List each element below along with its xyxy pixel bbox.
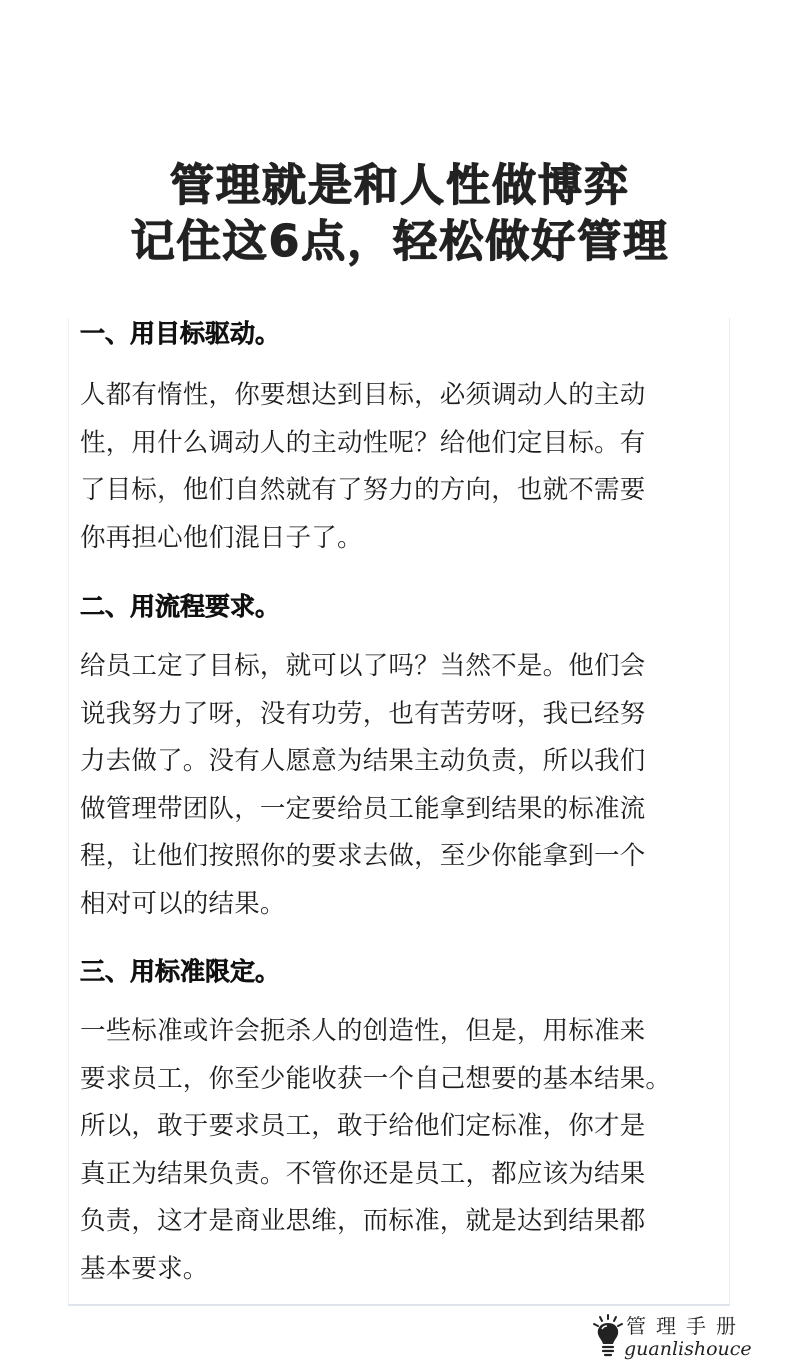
section-heading: 一、用目标驱动。 [80,319,281,348]
paragraph [80,643,730,928]
section-standard-limited [80,955,730,989]
section-body [80,643,730,928]
text-line: 负责，这才是商业思维，而标准，就是达到结果都 [80,1206,646,1236]
watermark-cn-text: 管理手册 [626,1314,746,1338]
text-line: 性，用什么调动人的主动性呢？给他们定目标。有 [80,427,646,458]
text-line: 所以，敢于要求员工，敢于给他们定标准，你才是 [80,1111,646,1141]
watermark-en-text: guanlishouce [624,1338,752,1360]
section-heading: 三、用标准限定。 [80,957,281,986]
text-line: 人都有惰性，你要想达到目标，必须调动人的主动 [80,380,646,410]
section-goal-driven [80,317,730,351]
title-line-2: 记住这6点，轻松做好管理 [130,216,670,267]
text-line: 要求员工，你至少能收获一个自己想要的基本结果。 [80,1063,672,1094]
paragraph [80,1008,730,1293]
text-line: 了目标，他们自然就有了努力的方向，也就不需要 [80,475,646,505]
text-line: 真正为结果负责。不管你还是员工，都应该为结果 [80,1158,646,1189]
text-line: 给员工定了目标，就可以了吗？当然不是。他们会 [80,651,646,681]
section-heading: 二、用流程要求。 [80,592,281,621]
paragraph [80,372,730,562]
section-process-required [80,590,730,624]
text-line: 说我努力了呀，没有功劳，也有苦劳呀，我已经努 [80,698,646,729]
section-body [80,372,730,562]
text-line: 基本要求。 [80,1253,209,1284]
page-title [0,158,800,270]
text-line: 相对可以的结果。 [80,888,286,919]
text-line: 力去做了。没有人愿意为结果主动负责，所以我们 [80,746,646,776]
text-line: 做管理带团队，一定要给员工能拿到结果的标准流 [80,793,646,824]
text-line: 你再担心他们混日子了。 [80,522,363,553]
title-line-1: 管理就是和人性做博弈 [170,160,630,211]
watermark-logo [590,1312,790,1364]
section-body [80,1008,730,1293]
lightbulb-icon [590,1314,624,1358]
text-line: 一些标准或许会扼杀人的创造性，但是，用标准来 [80,1016,646,1046]
text-line: 程，让他们按照你的要求去做，至少你能拿到一个 [80,841,646,871]
